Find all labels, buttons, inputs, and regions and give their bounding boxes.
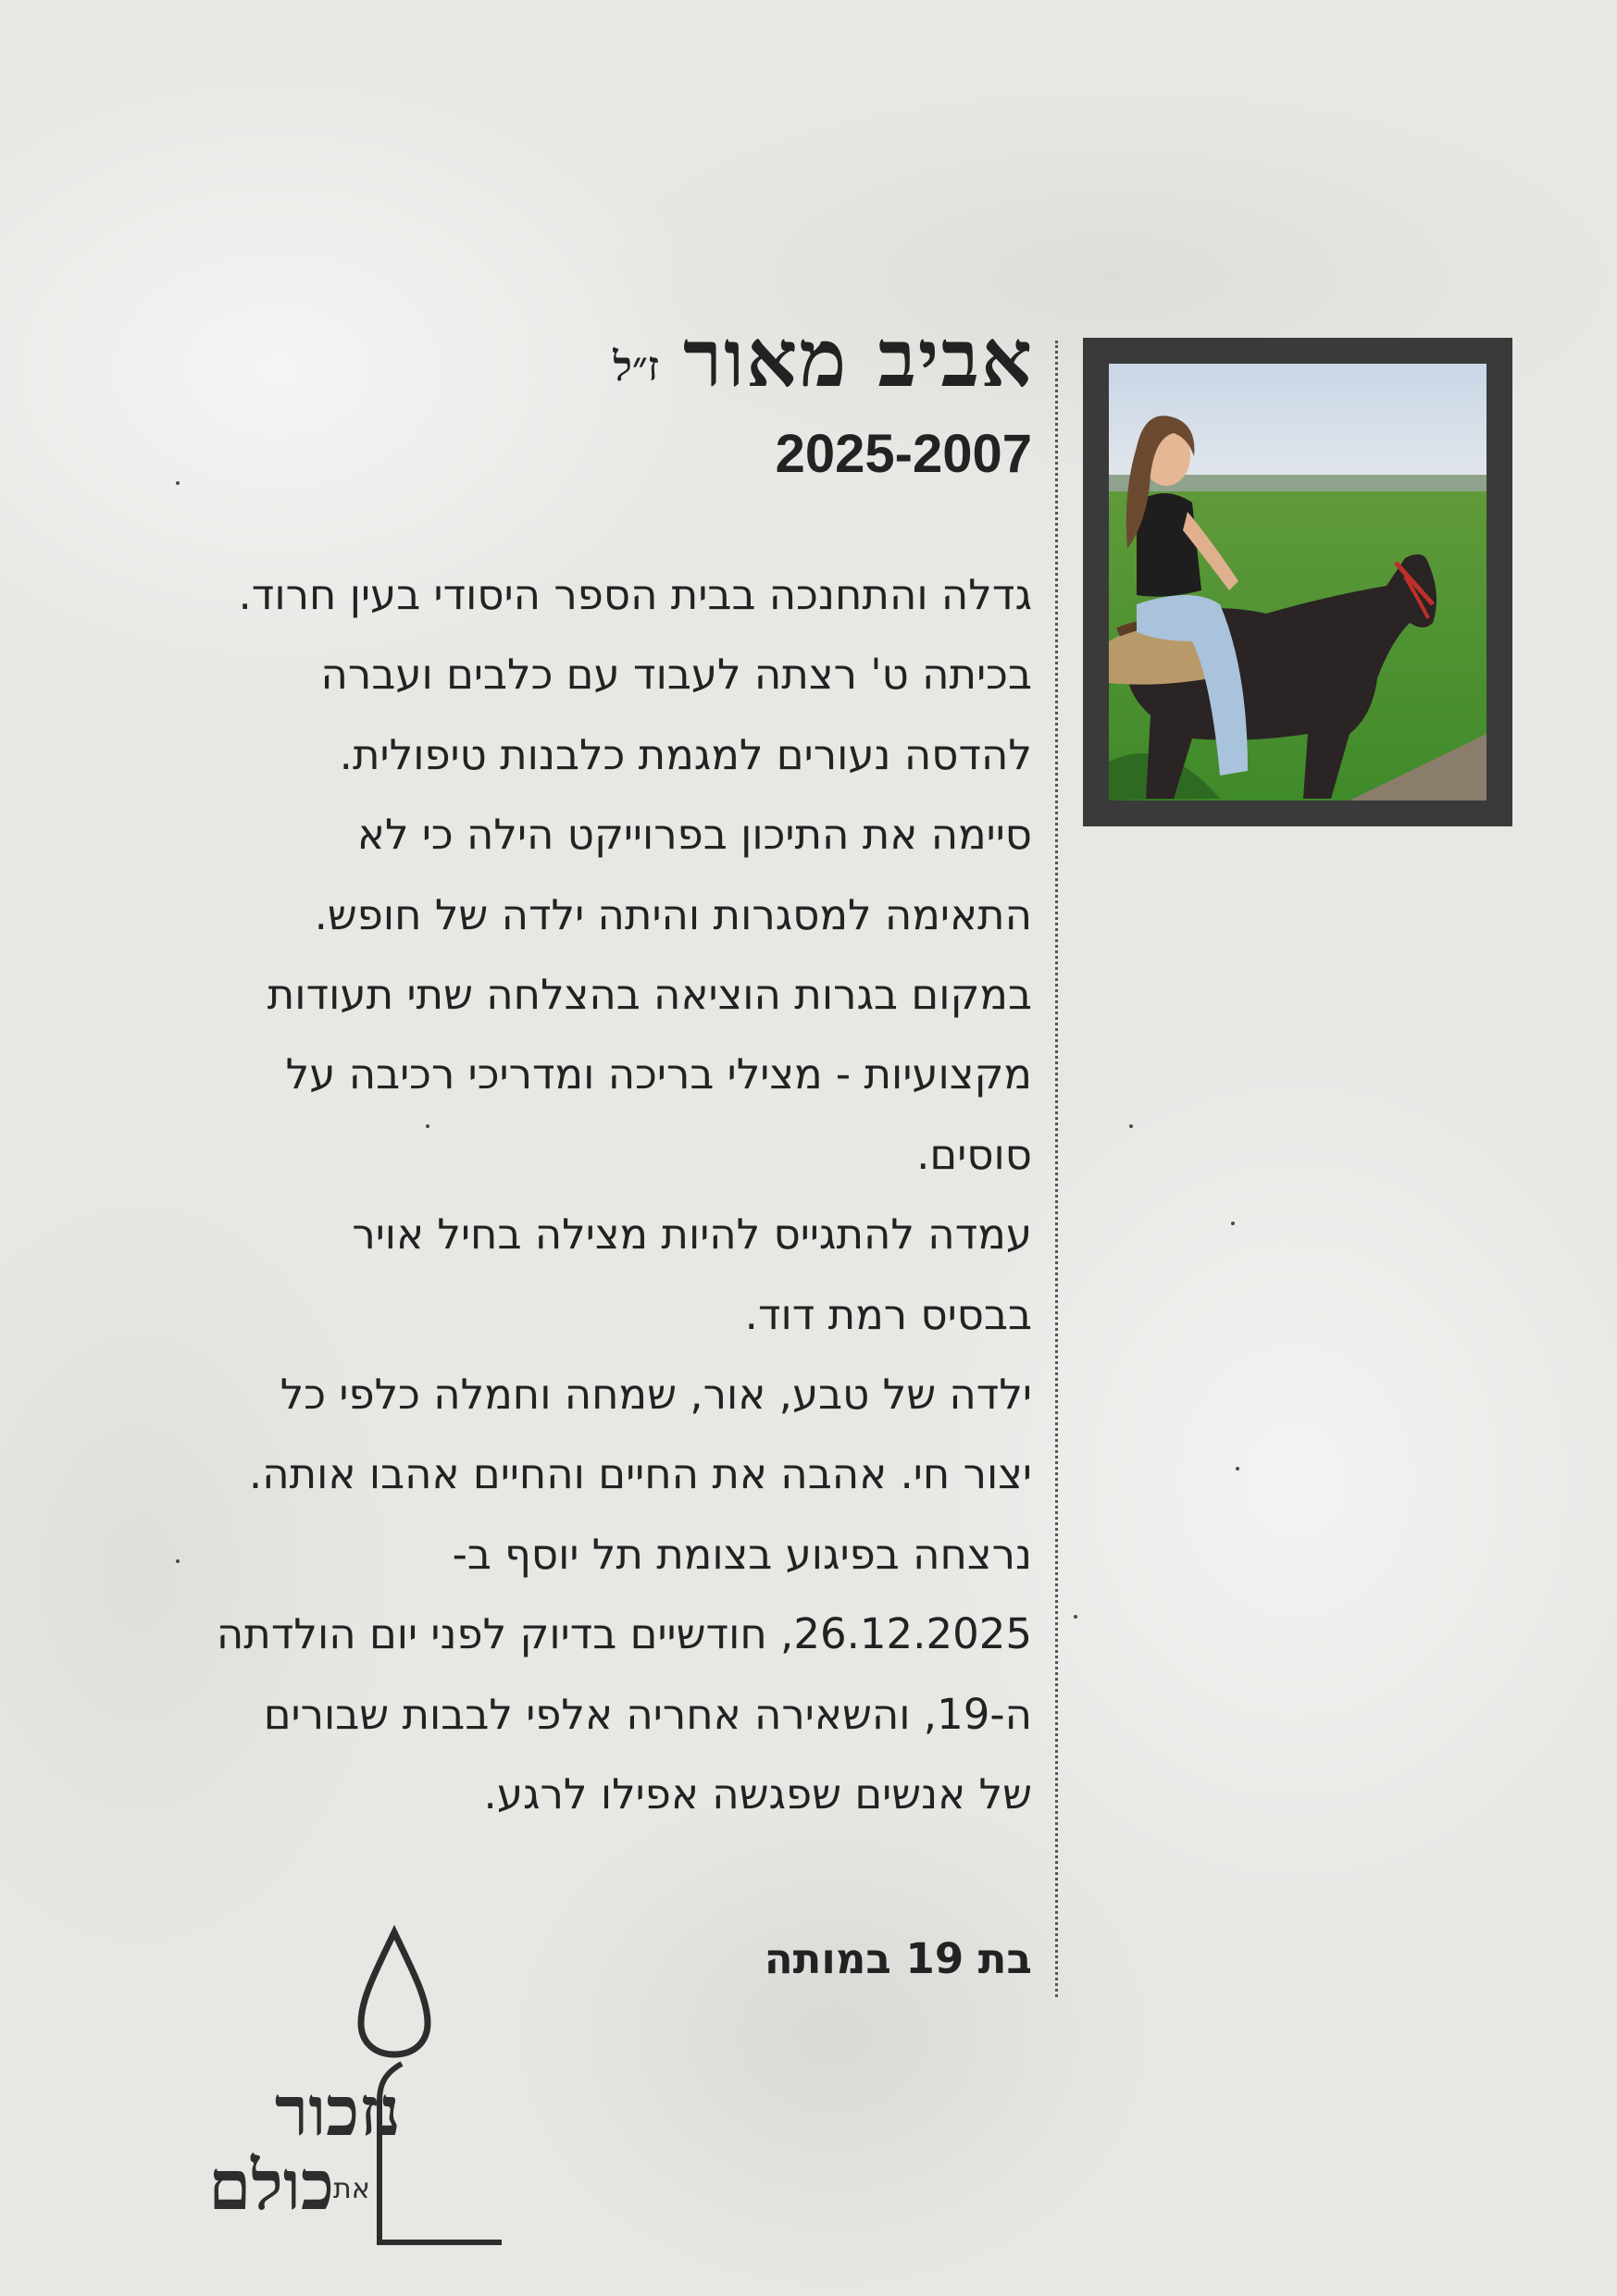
bio-line: ה-19, והשאירה אחריה אלפי לבבות שבורים	[263, 1689, 1032, 1739]
bio-line: גדלה והתחנכה בבית הספר היסודי בעין חרוד.	[238, 570, 1032, 619]
title-row	[613, 312, 1034, 405]
bio-line: בבסיס רמת דוד.	[744, 1289, 1032, 1339]
bio-line: יצור חי. אהבה את החיים והחיים אהבו אותה.	[248, 1449, 1032, 1499]
age-at-death: בת 19 במותה	[764, 1934, 1032, 1983]
speck	[1236, 1467, 1239, 1471]
nizkor-logo	[137, 1925, 526, 2258]
honorific: ז״ל	[613, 343, 659, 391]
bio-line: של אנשים שפגשה אפילו לרגע.	[483, 1769, 1032, 1819]
bio-line: להדסה נעורים למגמת כלבנות טיפולית.	[339, 729, 1032, 779]
dotted-divider	[1055, 341, 1058, 1997]
bio-line: סיימה את התיכון בפרוייקט הילה כי לא	[356, 810, 1032, 860]
speck	[176, 481, 180, 485]
bio-line: בכיתה ט' רצתה לעבוד עם כלבים ועברה	[320, 650, 1032, 700]
bio-line: 26.12.2025, חודשיים בדיוק לפני יום הולדתה	[216, 1609, 1032, 1659]
memorial-name: אביב מאור	[682, 312, 1034, 405]
bio-line: ילדה של טבע, אור, שמחה וחמלה כלפי כל	[280, 1370, 1032, 1420]
bio-line: נרצחה בפיגוע בצומת תל יוסף ב-	[452, 1529, 1032, 1579]
life-years: 2025-2007	[775, 424, 1032, 484]
bio-line: סוסים.	[916, 1129, 1032, 1179]
speck	[1231, 1222, 1235, 1225]
logo-word-remember: נזכור	[274, 2072, 401, 2152]
logo-word-et: את	[333, 2173, 370, 2205]
biography-text	[143, 555, 1032, 1835]
speck	[1074, 1615, 1077, 1619]
logo-word-everyone: כולם	[208, 2146, 334, 2226]
photo-frame	[1083, 338, 1512, 826]
bio-line: עמדה להתגייס להיות מצילה בחיל אויר	[352, 1210, 1032, 1260]
speck	[1129, 1124, 1133, 1128]
portrait-photo	[1109, 364, 1486, 800]
bio-line: במקום בגרות הוציאה בהצלחה שתי תעודות	[267, 970, 1032, 1020]
bio-line: מקצועיות - מצילי בריכה ומדריכי רכיבה על	[285, 1049, 1032, 1099]
bio-line: התאימה למסגרות והיתה ילדה של חופש.	[314, 889, 1032, 939]
